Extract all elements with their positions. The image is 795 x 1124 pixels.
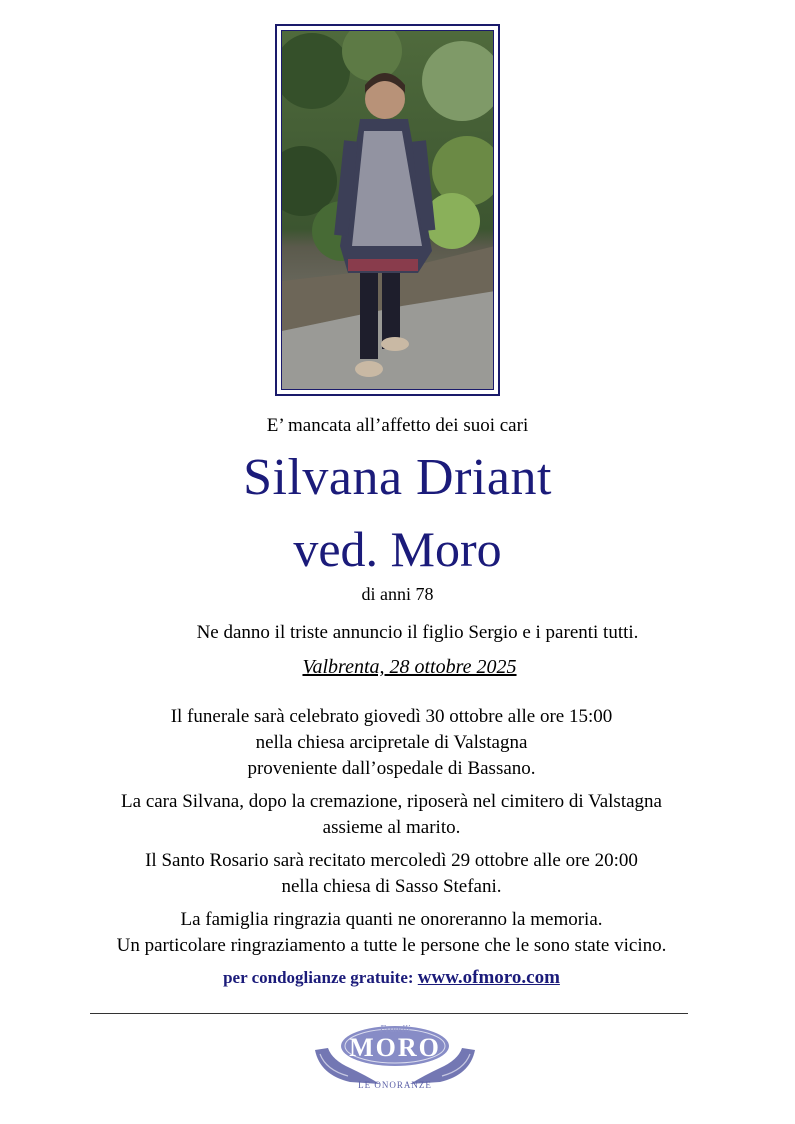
- funeral-line: Il funerale sarà celebrato giovedì 30 ottobre alle ore 15:00: [170, 706, 613, 727]
- deceased-name: Silvana Driant: [243, 449, 552, 506]
- deceased-widow-of: ved. Moro: [293, 521, 502, 577]
- rosary-line: nella chiesa di Sasso Stefani.: [281, 876, 502, 897]
- intro-text: E’ mancata all’affetto dei suoi cari: [266, 415, 529, 436]
- deceased-age: di anni 78: [361, 584, 434, 604]
- portrait-frame: [275, 24, 500, 396]
- place-date-text: Valbrenta, 28 ottobre 2025: [302, 656, 517, 678]
- logo-top-text: Fratelli: [379, 1024, 411, 1035]
- funeral-line: proveniente dall’ospedale di Bassano.: [247, 758, 536, 779]
- funeral-line: nella chiesa arcipretale di Valstagna: [255, 732, 528, 753]
- announcement-text: Ne danno il triste annuncio il figlio Sergio e i parenti tutti.: [196, 622, 639, 643]
- condolences-label: per condoglianze gratuite:: [223, 968, 414, 987]
- rosary-line: Il Santo Rosario sarà recitato mercoledì 29 ottobre alle ore 20:00: [145, 850, 638, 871]
- thanks-line: Un particolare ringraziamento a tutte le persone che le sono state vicino.: [116, 935, 667, 956]
- condolences-website-link[interactable]: www.ofmoro.com: [417, 967, 560, 988]
- divider: [90, 1013, 688, 1014]
- portrait-photo: [281, 30, 494, 390]
- thanks-line: La famiglia ringrazia quanti ne onoreranno la memoria.: [180, 909, 603, 930]
- burial-line: La cara Silvana, dopo la cremazione, riposerà nel cimitero di Valstagna: [121, 791, 662, 812]
- funeral-home-logo: [310, 1020, 480, 1100]
- burial-line: assieme al marito.: [322, 817, 461, 838]
- condolences-line: [0, 967, 789, 989]
- logo-name: MORO: [349, 1033, 441, 1062]
- logo-bottom-text: LE ONORANZE: [358, 1080, 432, 1090]
- place-date: [12, 656, 795, 679]
